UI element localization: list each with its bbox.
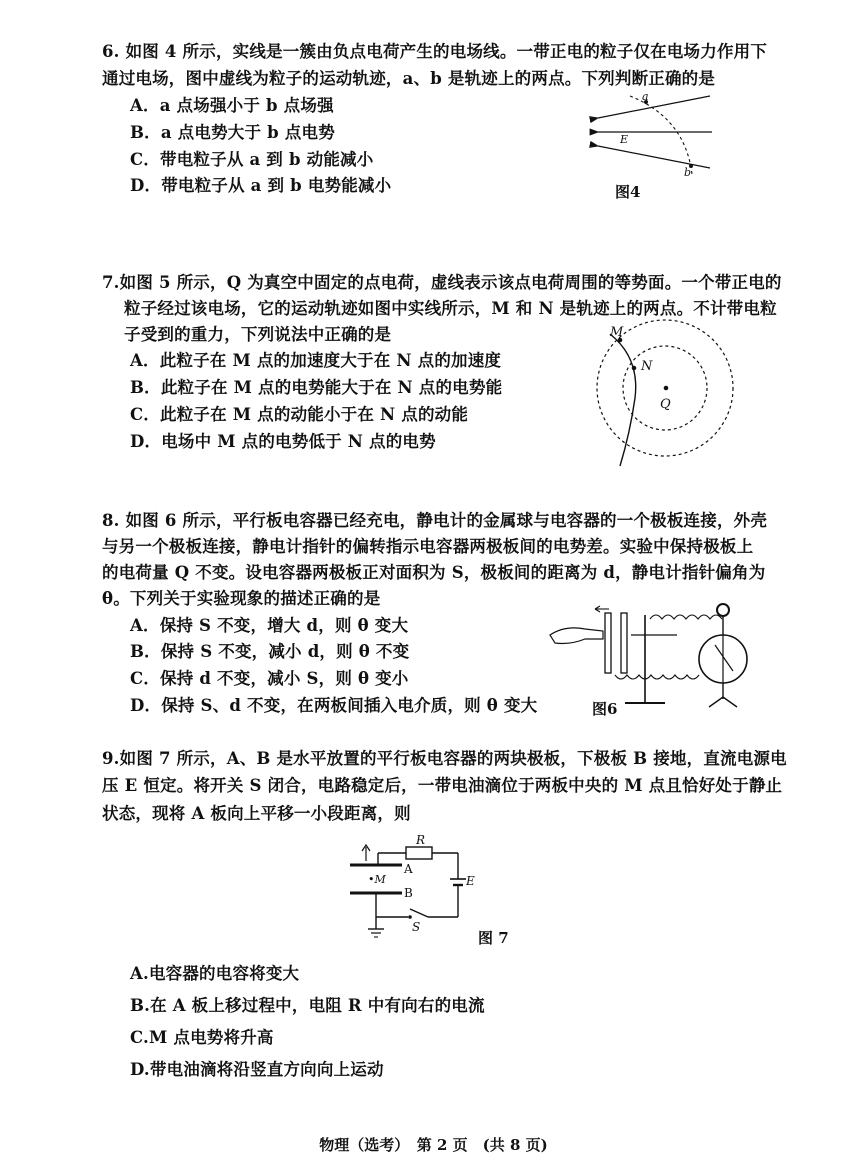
q6-option-a: A．a 点场强小于 b 点场强 (130, 96, 334, 115)
fig7-label-m: •M (368, 873, 386, 886)
fig4-label-a: a (642, 90, 649, 103)
q6-option-b: B．a 点电势大于 b 点电势 (130, 123, 335, 142)
fig7-label-s: S (412, 920, 421, 934)
q8-stem-line-2: 与另一个极板连接，静电计指针的偏转指示电容器两极板间的电势差。实验中保持极板上 (102, 537, 754, 556)
q7-option-d: D．电场中 M 点的电势低于 N 点的电势 (130, 432, 436, 451)
fig7-label-r: R (416, 833, 426, 847)
fig7-label-b: B (404, 886, 413, 900)
q6-stem-line-2: 通过电场，图中虚线为粒子的运动轨迹，a、b 是轨迹上的两点。下列判断正确的是 (102, 69, 716, 88)
q8-option-c: C．保持 d 不变，减小 S，则 θ 变小 (130, 669, 409, 688)
q7-option-a: A．此粒子在 M 点的加速度大于在 N 点的加速度 (130, 351, 502, 370)
q7-stem-line-1: 7.如图 5 所示，Q 为真空中固定的点电荷，虚线表示该点电荷周围的等势面。一个带正电的 (102, 273, 782, 292)
fig7-label-e: E (466, 874, 475, 888)
q6-option-d: D．带电粒子从 a 到 b 电势能减小 (130, 176, 392, 195)
figure-7-circuit (340, 835, 480, 945)
fig5-label-n: N (641, 359, 653, 374)
fig4-label-b: b (684, 166, 692, 179)
q9-option-b: B.在 A 板上移过程中，电阻 R 中有向右的电流 (130, 996, 485, 1015)
figure-6-electrometer (545, 595, 765, 715)
figure-4-field-lines (590, 88, 720, 178)
q8-option-b: B．保持 S 不变，减小 d，则 θ 不变 (130, 642, 410, 661)
q8-stem-line-1: 8. 如图 6 所示，平行板电容器已经充电，静电计的金属球与电容器的一个极板连接，外壳 (102, 511, 768, 530)
q9-stem-line-2: 压 E 恒定。将开关 S 闭合，电路稳定后，一带电油滴位于两板中央的 M 点且恰好处于静止 (102, 776, 783, 795)
q6-option-c: C．带电粒子从 a 到 b 动能减小 (130, 150, 374, 169)
q7-option-c: C．此粒子在 M 点的动能小于在 N 点的动能 (130, 405, 469, 424)
q9-option-c: C.M 点电势将升高 (130, 1028, 274, 1047)
fig5-label-q: Q (660, 397, 671, 412)
figure-5-equipotentials (590, 318, 760, 468)
fig4-label-e: E (620, 133, 629, 146)
page-footer: 物理（选考） 第 2 页 (共 8 页) (319, 1136, 548, 1154)
figure-6-caption: 图6 (592, 700, 618, 718)
fig7-label-a: A (404, 862, 413, 876)
fig5-label-m: M (610, 325, 624, 340)
figure-7-caption: 图 7 (478, 929, 509, 947)
q7-stem-line-3: 子受到的重力，下列说法中正确的是 (124, 325, 392, 344)
q8-stem-line-3: 的电荷量 Q 不变。设电容器两极板正对面积为 S，极板间的距离为 d，静电计指针偏角为 (102, 563, 766, 582)
q9-option-d: D.带电油滴将沿竖直方向向上运动 (130, 1060, 384, 1079)
q9-stem-line-3: 状态，现将 A 板向上平移一小段距离，则 (102, 804, 411, 823)
figure-4-caption: 图4 (615, 183, 641, 201)
q7-stem-line-2: 粒子经过该电场，它的运动轨迹如图中实线所示，M 和 N 是轨迹上的两点。不计带电粒 (124, 299, 777, 318)
q9-option-a: A.电容器的电容将变大 (130, 964, 300, 983)
q8-stem-line-4: θ。下列关于实验现象的描述正确的是 (102, 589, 381, 608)
q7-option-b: B．此粒子在 M 点的电势能大于在 N 点的电势能 (130, 378, 503, 397)
q9-stem-line-1: 9.如图 7 所示，A、B 是水平放置的平行板电容器的两块极板，下极板 B 接地，直流电源电 (102, 749, 787, 768)
q8-option-a: A．保持 S 不变，增大 d，则 θ 变大 (130, 616, 409, 635)
q6-stem-line-1: 6. 如图 4 所示，实线是一簇由负点电荷产生的电场线。一带正电的粒子仅在电场力作用下 (102, 42, 768, 61)
q8-option-d: D．保持 S、d 不变，在两板间插入电介质，则 θ 变大 (130, 696, 538, 715)
